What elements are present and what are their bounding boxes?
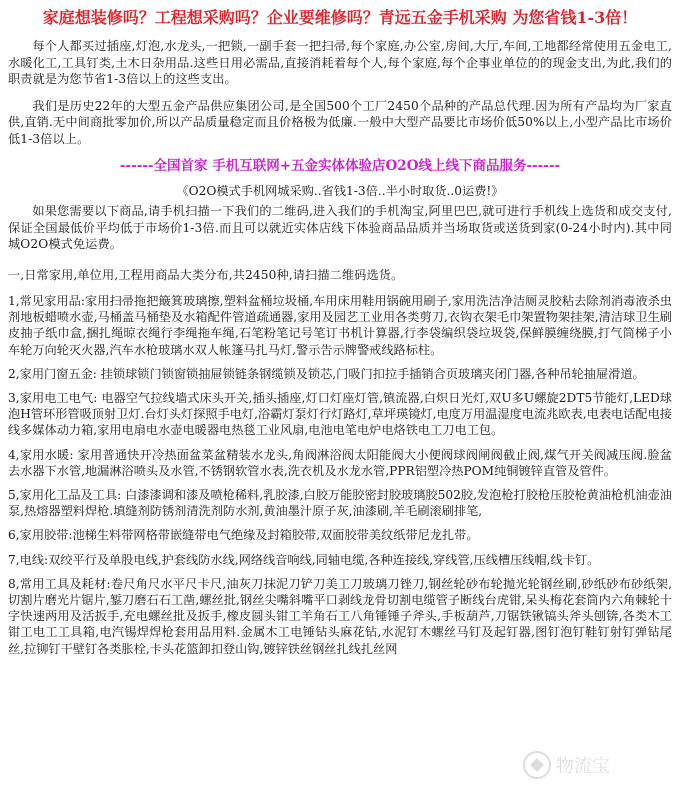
headline: 家庭想装修吗？工程想采购吗？企业要维修吗？青远五金手机采购 为您省钱1-3倍！ — [42, 8, 638, 27]
o2o-subline: 《O2O模式手机网城采购..省钱1-3倍..半小时取货..0运费!》 — [176, 184, 504, 198]
howto-paragraph: 如果您需要以下商品,请手机扫描一下我们的二维码,进入我们的手机淘宝,阿里巴巴,就可进行手机线上选货和成交支付,保证全国最低价平均低于市场价1-3倍.而且可以就近实体店线下体验商品品质并当场取货或送货到家(0-24小时内).其中同城O2O模式免运费。 — [8, 204, 672, 251]
category-item: 8,常用工具及耗材:卷尺角尺水平尺卡尺,油灰刀抹泥刀铲刀美工刀玻璃刀锉刀,钢丝轮砂布轮抛光轮钢丝刷,砂纸砂布砂纸架,切割片磨光片锯片,錾刀磨石石工凿,螺丝批,钢丝尖嘴斜嘴平口剥线龙骨切割电缆管子断线台虎钳,呆头梅花套筒内六角棘轮十字快速两用及活扳手,充电螺丝批及扳手,橡皮圆头钳工羊角石工八角锤锤子斧头,手板葫芦,刀锯铁锹镐头斧头刨锛,各类木工钳工电工工具箱,电汽锡焊焊枪套用品用料.金属木工电锤钻头麻花钻,水泥钉木螺丝马钉及起钉器,图钉泡钉鞋钉射钉弹钻尾丝,拉铆钉干壁钉各类胀栓,卡头花篮卸扣登山钩,镀锌铁丝钢丝扎线扎丝网 — [8, 576, 672, 656]
category-item: 2,家用门窗五金: 挂锁球锁门锁窗锁抽屉锁链条钢缆锁及锁芯,门吸门扣拉手插销合页玻璃夹闭门器,各种吊轮抽屉滑道。 — [8, 366, 645, 381]
category-item: 5,家用化工品及工具: 白漆漆调和漆及喷枪稀料,乳胶漆,白胶万能胶密封胶玻璃胶502胶,发泡枪打胶枪压胶枪黄油枪机油壶油泵,热熔器塑料焊枪.填缝剂防锈剂清洗剂防水剂,黄油墨汁原子灰,油漆刷,羊毛刷滚刷排笔, — [8, 488, 672, 519]
section-heading: 一,日常家用,单位用,工程用商品大类分布,共2450种,请扫描二维码选货。 — [8, 267, 404, 282]
watermark-text: 物流宝 — [556, 756, 610, 777]
category-item: 7,电线:双绞平行及单股电线,护套线防水线,网络线音响线,同轴电缆,各种连接线,穿线管,压线槽压线帽,线卡钉。 — [8, 552, 600, 567]
category-item: 3,家用电工电气: 电器空气拉线墙式床头开关,插头插座,灯口灯座灯管,镇流器,白炽日光灯,双U多U螺旋2DT5节能灯,LED球泡H管环形管吸顶射卫灯.台灯头灯探照手电灯,浴霸灯泵灯行灯路灯,草坪瑛镜灯,电度万用温湿度电流兆欧表,电表电话配电接线多媒体动力箱,家用电扇电水壶电暖器电热毯工业风扇,电池电笔电炉电烙铁电工刀电工包。 — [8, 391, 672, 438]
category-list — [6, 293, 674, 657]
intro-paragraph-1: 每个人都买过插座,灯泡,水龙头,一把锁,一副手套一把扫帚,每个家庭,办公室,房间,大厅,车间,工地都经常使用五金电工,水暖化工,工具钉类,土木日杂用品.这些日用必需品,直接消耗着每个人,每个家庭,每个企事业单位的的现金支出,为此,我们的职责就是为您节省1-3倍以上的这些支出。 — [8, 39, 672, 86]
service-banner: ------全国首家 手机互联网+五金实体体验店O2O线上线下商品服务------ — [119, 158, 561, 174]
intro-paragraph-2: 我们是历史22年的大型五金产品供应集团公司,是全国500个工厂2450个品种的产品总代理.因为所有产品均为厂家直供,直销.无中间商批零加价,所以产品质量稳定而且价格极为低廉.一般中大型产品要比市场价低50%以上,小型产品比市场价低1-3倍以上。 — [8, 98, 672, 146]
category-item: 4,家用水暖: 家用普通快开冷热面盆菜盆精装水龙头,角阀淋浴阀太阳能阀大小便阀球阀闸阀截止阀,煤气开关阀减压阀.脸盆去水器下水管,地漏淋浴喷头及水管,不锈钢软管水表,洗衣机及水龙水管,PPR铝塑冷热POM纯铜镀锌直管及管件。 — [8, 447, 672, 478]
category-item: 6,家用胶带:池梯生料带网格带嵌缝带电气绝缘及封箱胶带,双面胶带美纹纸带尼龙扎带。 — [8, 528, 479, 543]
category-item: 1,常见家用品:家用扫帚拖把簸箕玻璃擦,塑料盆桶垃圾桶,车用床用鞋用锅碗用刷子,家用洗洁净洁厕灵胶粘去除剂消毒液杀虫剂地板蜡喷水壶,马桶盖马桶垫及水箱配件管道疏通器,家用及园艺工业用各类剪刀,衣钩衣架毛巾架置物架挂架,清洁球卫生刷皮抽子纸巾盒,捆扎绳晾衣绳行李绳拖车绳,石笔粉笔记号笔订书机计算器,行李袋编织袋垃圾袋,保鲜膜缠绕膜,打气筒梯子小车轮万向轮灭火器,汽车水枪玻璃水双人帐篷马扎马灯,警示告示牌警戒线路标柱。 — [8, 294, 672, 357]
watermark-logo — [520, 748, 670, 782]
